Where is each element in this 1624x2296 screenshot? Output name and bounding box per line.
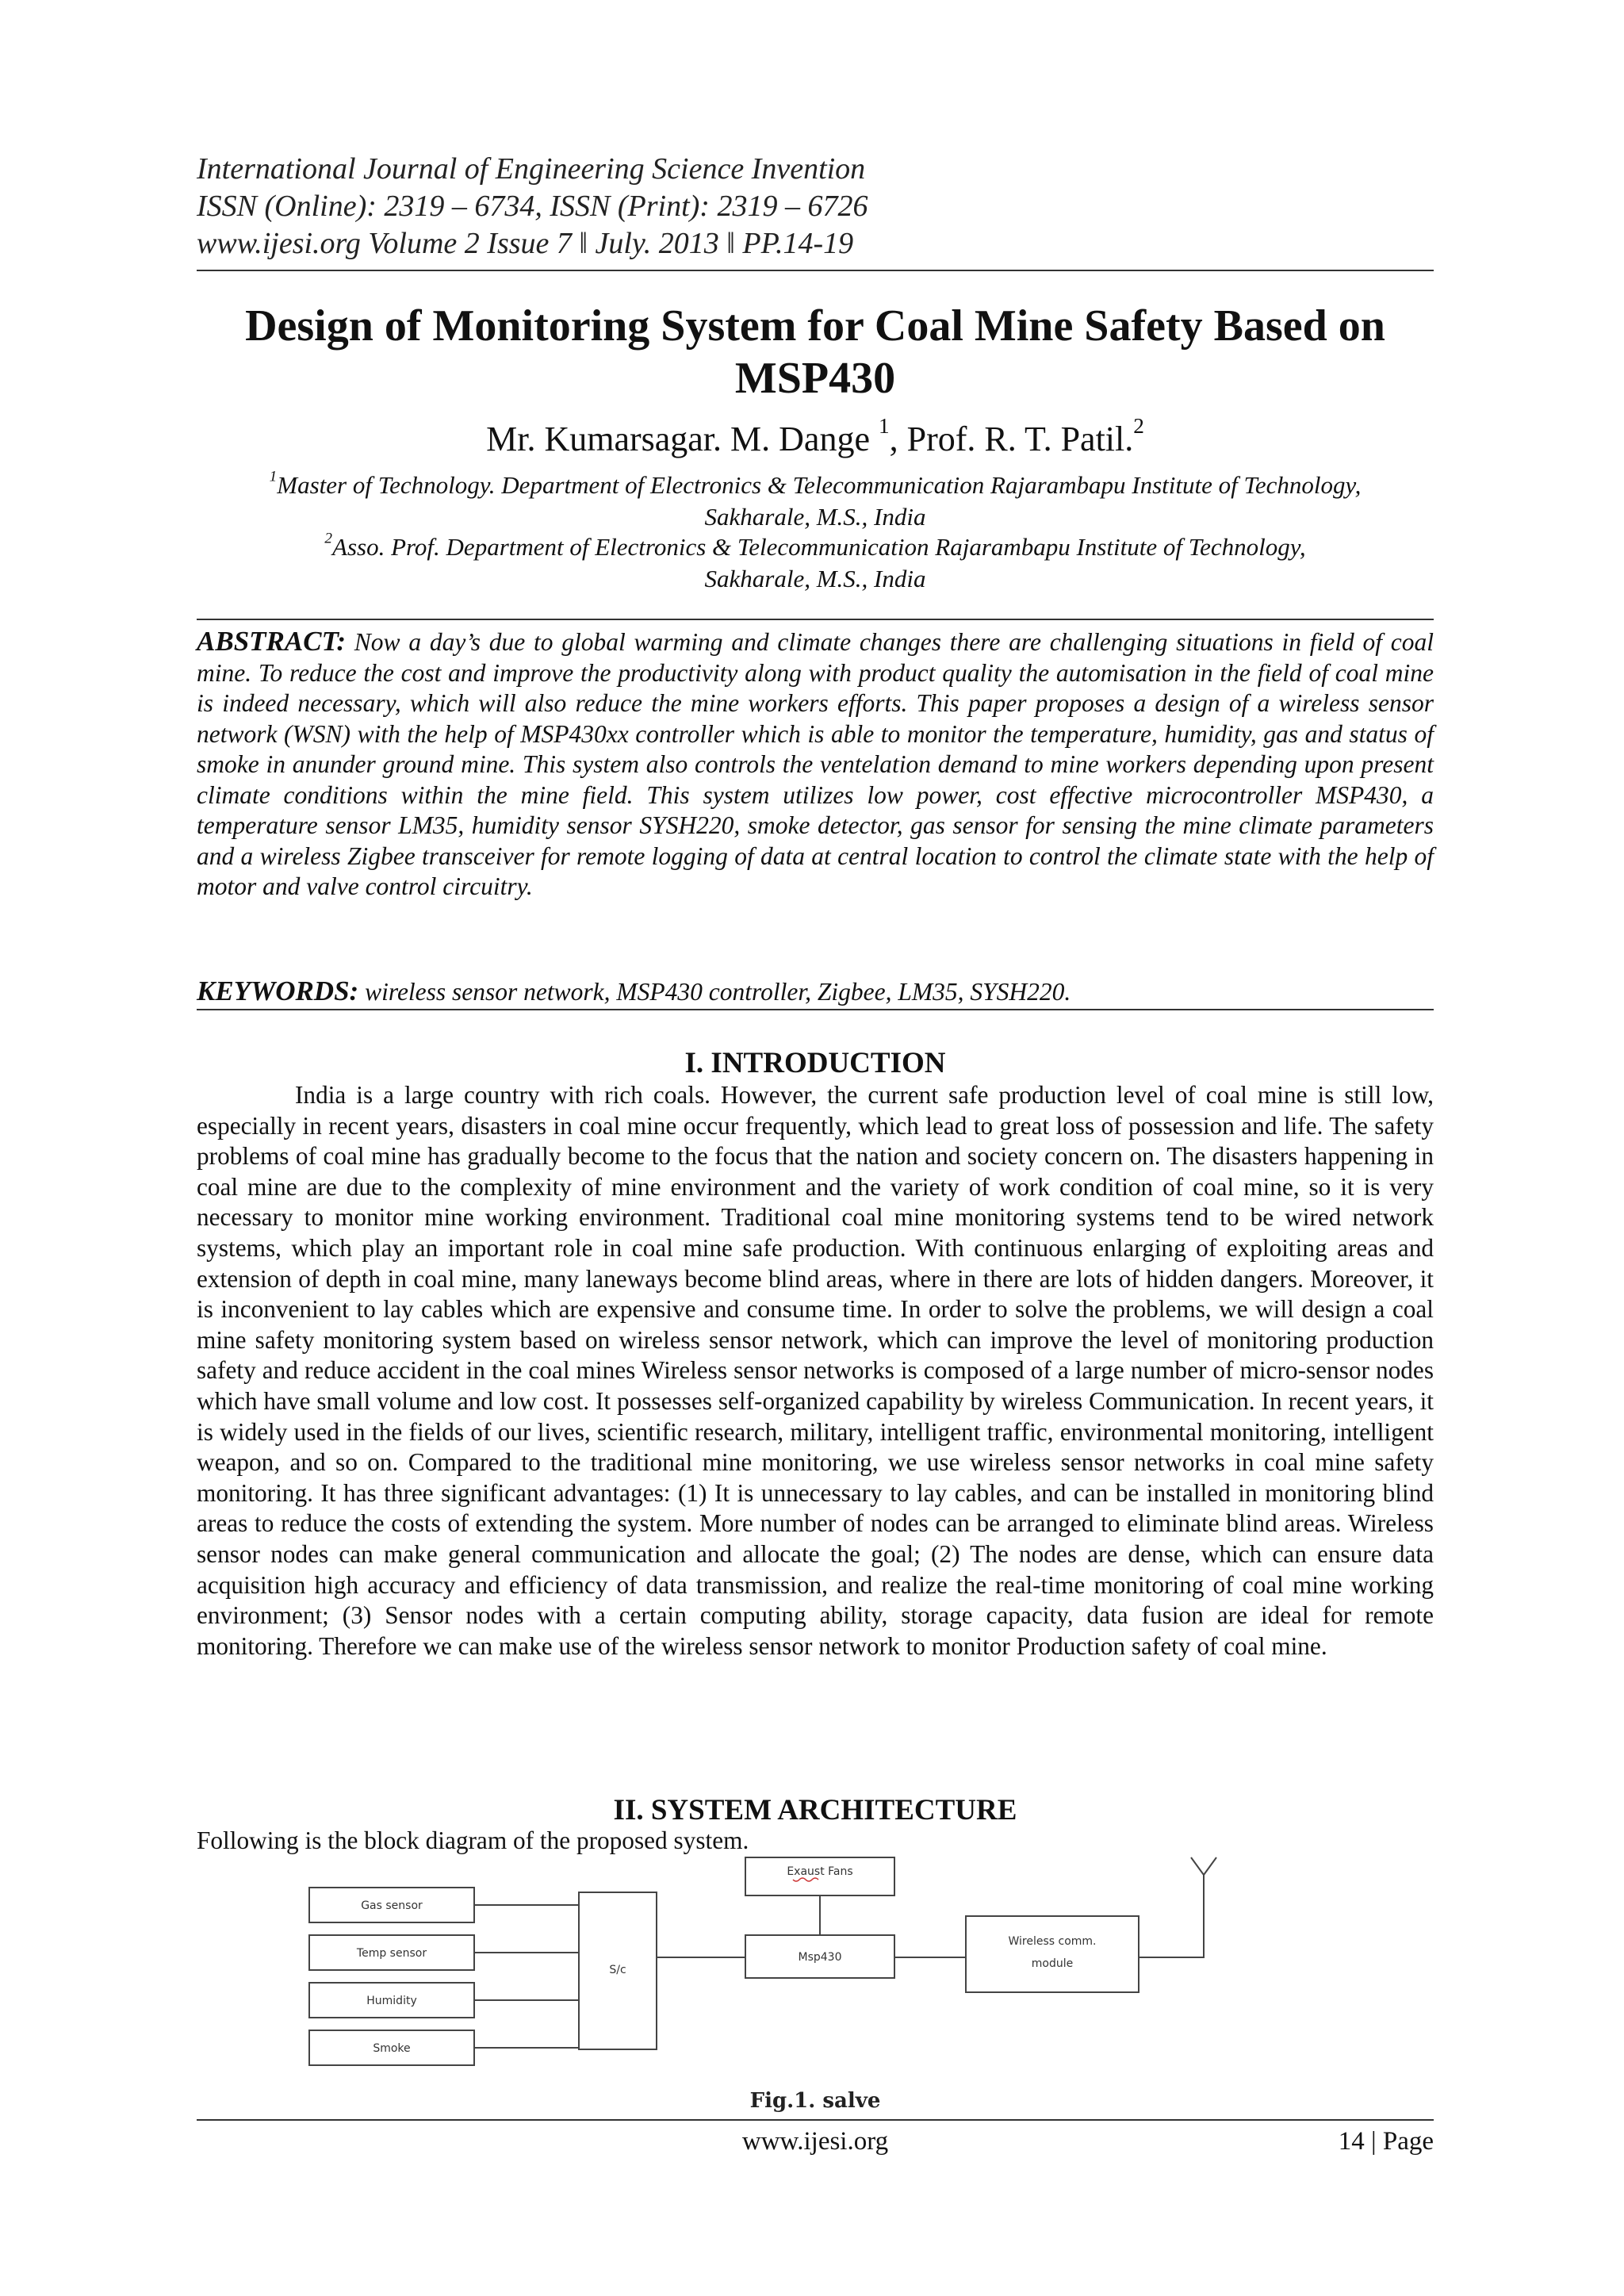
journal-volume: www.ijesi.org Volume 2 Issue 7 ǁ July. 2013 ǁ PP.14-19 <box>197 227 854 260</box>
figure-caption: Fig.1. salve <box>749 2089 881 2113</box>
keywords-label: KEYWORDS: <box>197 976 359 1006</box>
footer-website: www.ijesi.org <box>741 2127 889 2156</box>
section-heading-introduction: I. INTRODUCTION <box>684 1047 946 1079</box>
affiliation-1-line-2: Sakharale, M.S., India <box>704 503 926 531</box>
wireless-module-label-1: Wireless comm. <box>1008 1935 1097 1948</box>
paper-title <box>197 300 1434 404</box>
signal-conditioning-label: S/c <box>609 1964 626 1976</box>
figure-intro-text: Following is the block diagram of the proposed system. <box>197 1826 749 1854</box>
introduction-paragraph: India is a large country with rich coals. However, the current safe production level of coal mine is still low, especially in recent years, disasters in coal mine occur frequently, which lead to great loss of possession and life. The safety problems of coal mine has gradually become to the focus that the nation and society concern on. The disasters happening in coal mine are due to the complexity of mine environment and the variety of work condition of coal mine, so it is very necessary to monitor mine working environment. Traditional coal mine monitoring systems tend to be wired network systems, which play an important role in coal mine safe production. With continuous enlarging of exploiting areas and extension of depth in coal mine, many laneways become blind areas, where in there are lots of hidden dangers. Moreover, it is inconvenient to lay cables which are expensive and consume time. In order to solve the problems, we will design a coal mine safety monitoring system based on wireless sensor network, which can improve the level of monitoring production safety and reduce accident in the coal mines Wireless sensor networks is composed of a large number of micro-sensor nodes which have small volume and low cost. It possesses self-organized capability by wireless Communication. In recent years, it is widely used in the fields of our lives, scientific research, military, intelligent traffic, environmental monitoring, intelligent weapon, and so on. Compared to the traditional mine monitoring, we use wireless sensor networks in coal mine safety monitoring. It has three significant advantages: (1) It is unnecessary to lay cables, and can be installed in monitoring blind areas to reduce the costs of extending the system. More number of nodes can be arranged to eliminate blind areas. Wireless sensor nodes can make general communication and allocate the goal; (2) The nodes are dense, which can ensure data acquisition high accuracy and efficiency of data transmission, and realize the real-time monitoring of coal mine working environment; (3) Sensor nodes with a certain computing ability, storage capacity, data fusion are ideal for remote monitoring. Therefore we can make use of the wireless sensor network to monitor Production safety of coal mine. <box>197 1081 1434 1660</box>
title-line-2: MSP430 <box>734 354 896 403</box>
keywords <box>197 976 1434 1008</box>
affiliation-1-marker: 1 <box>269 468 278 485</box>
exhaust-fans-label: Exaust Fans <box>787 1865 853 1878</box>
affiliation-2-line-2: Sakharale, M.S., India <box>704 565 926 592</box>
affiliation-1 <box>197 470 1434 533</box>
wireless-module-block <box>966 1916 1139 1992</box>
affiliation-2-marker: 2 <box>324 530 333 547</box>
author-1-marker: 1 <box>879 414 890 439</box>
wireless-module-label-2: module <box>1031 1957 1074 1970</box>
block-diagram <box>301 1856 1443 2094</box>
humidity-label: Humidity <box>366 1995 417 2007</box>
abstract-top-rule <box>197 619 1434 620</box>
journal-issn: ISSN (Online): 2319 – 6734, ISSN (Print): 2319 – 6726 <box>197 190 868 223</box>
affiliation-2-line-1: Asso. Prof. Department of Electronics & Telecommunication Rajarambapu Institute of Technology, <box>332 533 1306 561</box>
title-line-1: Design of Monitoring System for Coal Mine Safety Based on <box>245 301 1385 351</box>
author-2-marker: 2 <box>1133 414 1144 439</box>
affiliation-1-line-1: Master of Technology. Department of Electronics & Telecommunication Rajarambapu Institute of Technology, <box>277 471 1362 499</box>
antenna-icon <box>1191 1857 1216 1875</box>
antenna-connector <box>1139 1875 1204 1957</box>
abstract-bottom-rule <box>197 1009 1434 1010</box>
msp430-label: Msp430 <box>798 1951 842 1964</box>
temp-sensor-label: Temp sensor <box>356 1947 427 1960</box>
keywords-text: wireless sensor network, MSP430 controller, Zigbee, LM35, SYSH220. <box>365 978 1071 1006</box>
author-separator: , <box>889 420 907 458</box>
journal-header <box>197 151 1434 263</box>
smoke-label: Smoke <box>373 2042 411 2055</box>
author-list <box>197 414 1434 462</box>
abstract-text: Now a day’s due to global warming and climate changes there are challenging situations in field of coal mine. To reduce the cost and improve the productivity along with product quality the automisation in the field of coal mine is indeed necessary, which will also reduce the mine workers efforts. This paper proposes a design of a wireless sensor network (WSN) with the help of MSP430xx controller which is able to monitor the temperature, humidity, gas and status of smoke in anunder ground mine. This system also controls the ventelation demand to mine workers depending upon present climate conditions within the mine field. This system utilizes low power, cost effective microcontroller MSP430, a temperature sensor LM35, humidity sensor SYSH220, smoke detector, gas sensor for sensing the mine climate parameters and a wireless Zigbee transceiver for remote logging of data at central location to control the climate state with the help of motor and valve control circuitry. <box>197 628 1434 900</box>
abstract-label: ABSTRACT: <box>197 626 347 657</box>
footer-divider <box>197 2119 1434 2121</box>
journal-name: International Journal of Engineering Science Invention <box>197 152 866 186</box>
abstract <box>197 627 1434 903</box>
author-2-name: Prof. R. T. Patil. <box>906 420 1134 458</box>
gas-sensor-label: Gas sensor <box>361 1899 423 1912</box>
author-1-name: Mr. Kumarsagar. M. Dange <box>486 420 879 458</box>
section-heading-system-architecture: II. SYSTEM ARCHITECTURE <box>613 1794 1017 1826</box>
footer-page-number: 14 | Page <box>1338 2127 1434 2156</box>
affiliation-2 <box>197 531 1434 595</box>
header-divider <box>197 270 1434 271</box>
